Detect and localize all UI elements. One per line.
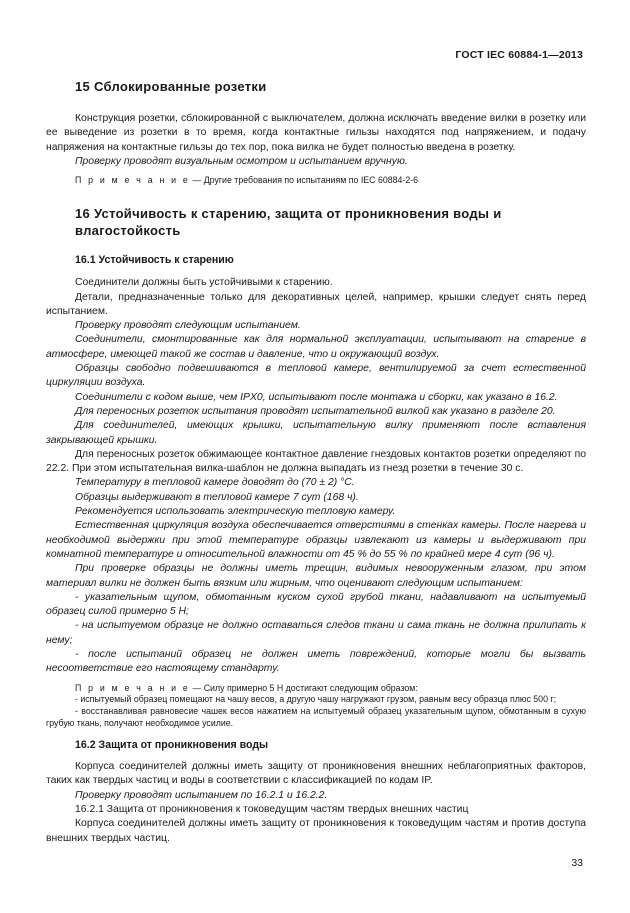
paragraph: Образцы свободно подвешиваются в тепловой камере, вентилируемой за счет естественной циркуляции воздуха. xyxy=(46,363,586,389)
paragraph: При проверке образцы не должны иметь трещин, видимых невооруженным глазом, при этом материал вилки не должен быть вязким или жирным, что оценивают следующим испытанием: xyxy=(46,563,586,589)
note-item: - восстанавливая равновесие чашек весов нажатием на испытуемый образец указательным щупом, обмотанным в сухую грубую ткань, получают необходимое усилие. xyxy=(46,706,586,728)
note-text: — Силу примерно 5 Н достигают следующим образом: xyxy=(190,682,418,693)
note-item: - испытуемый образец помещают на чашу весов, а другую чашу нагружают грузом, равным весу образца плюс 500 г; xyxy=(75,694,557,705)
paragraph: Корпуса соединителей должны иметь защиту от проникновения внешних неблагоприятных факторов, таких как твердых частиц и воды в соответствии с классификацией по кодам IP. xyxy=(46,761,586,787)
subsection-16-2-title: 16.2 Защита от проникновения воды xyxy=(75,738,269,751)
section-15-title: 15 Сблокированные розетки xyxy=(75,79,267,94)
paragraph: Образцы выдерживают в тепловой камере 7 сут (168 ч). xyxy=(75,491,359,503)
page-content xyxy=(46,74,586,846)
paragraph: Для соединителей, имеющих крышки, испытательную вилку применяют после вставления закрывающей крышки. xyxy=(46,420,586,446)
note-label: П р и м е ч а н и е xyxy=(75,682,191,693)
paragraph: Естественная циркуляция воздуха обеспечивается отверстиями в стенках камеры. После нагрева и необходимой выдержки при этой температуре образцы извлекают из камеры и выдерживают при комнатной температуре и относительной влажности от 45 % до 55 % по крайней мере 4 сут (96 ч). xyxy=(46,520,586,560)
paragraph: - после испытаний образец не должен иметь повреждений, которые могли бы вызвать несоответствие его настоящему стандарту. xyxy=(46,649,586,675)
note-label: П р и м е ч а н и е xyxy=(75,175,191,186)
paragraph: Для переносных розеток испытания проводят испытательной вилкой как указано в разделе 20. xyxy=(75,405,556,417)
section-16-title xyxy=(46,205,586,239)
page-number: 33 xyxy=(571,857,583,869)
paragraph: Проверку проводят следующим испытанием. xyxy=(75,320,301,332)
paragraph: - указательным щупом, обмотанным куском сухой грубой ткани, надавливают на испытуемый образец силой примерно 5 Н; xyxy=(46,591,586,618)
note-text: — Другие требования по испытаниям по IEC 60884-2-6 xyxy=(190,175,419,186)
standard-header: ГОСТ IEC 60884-1—2013 xyxy=(455,49,583,61)
section-15-paragraph-1: Конструкция розетки, сблокированной с выключателем, должна исключать введение вилки в розетку или ее выведение из розетки в то время, когда контактные гильзы находятся под напряжением, и подачу напряжения на контактные гильзы до тех пор, пока вилка не будет полностью введена в розетку. xyxy=(46,113,586,153)
paragraph: Детали, предназначенные только для декоративных целей, например, крышки следует снять перед испытанием. xyxy=(46,291,586,317)
section-15-note xyxy=(46,175,586,187)
paragraph: Температуру в тепловой камере доводят до (70 ± 2) °C. xyxy=(75,477,355,489)
paragraph: Соединители с кодом выше, чем IPX0, испытывают после монтажа и сборки, как указано в 16.2. xyxy=(75,391,558,403)
section-16-title-line-2: влагостойкость xyxy=(75,222,181,238)
paragraph: - на испытуемом образце не должно оставаться следов ткани и сама ткань не должна прилипать к нему; xyxy=(46,620,586,646)
paragraph: Проверку проводят испытанием по 16.2.1 и 16.2.2. xyxy=(75,789,328,801)
paragraph: Для переносных розеток обжимающее контактное давление гнездовых контактов розетки определяют по 22.2. При этом испытательная вилка-шаблон не должна выпадать из гнезд розетки в течение 30 с. xyxy=(46,448,586,475)
paragraph: 16.2.1 Защита от проникновения к токоведущим частям твердых внешних частиц xyxy=(75,803,469,815)
section-15-paragraph-2: Проверку проводят визуальным осмотром и испытанием вручную. xyxy=(75,155,408,167)
subsection-16-1-note xyxy=(46,683,586,730)
paragraph: Соединители должны быть устойчивыми к старению. xyxy=(75,277,333,289)
paragraph: Соединители, смонтированные как для нормальной эксплуатации, испытывают на старение в атмосфере, имеющей такой же состав и давление, что и окружающий воздух. xyxy=(46,334,586,360)
paragraph: Корпуса соединителей должны иметь защиту от проникновения к токоведущим частям и против доступа внешних твердых частиц. xyxy=(46,818,586,844)
section-16-title-line-1: 16 Устойчивость к старению, защита от проникновения воды и xyxy=(75,205,502,221)
paragraph: Рекомендуется использовать электрическую тепловую камеру. xyxy=(75,506,396,518)
subsection-16-1-title: 16.1 Устойчивость к старению xyxy=(75,253,234,266)
